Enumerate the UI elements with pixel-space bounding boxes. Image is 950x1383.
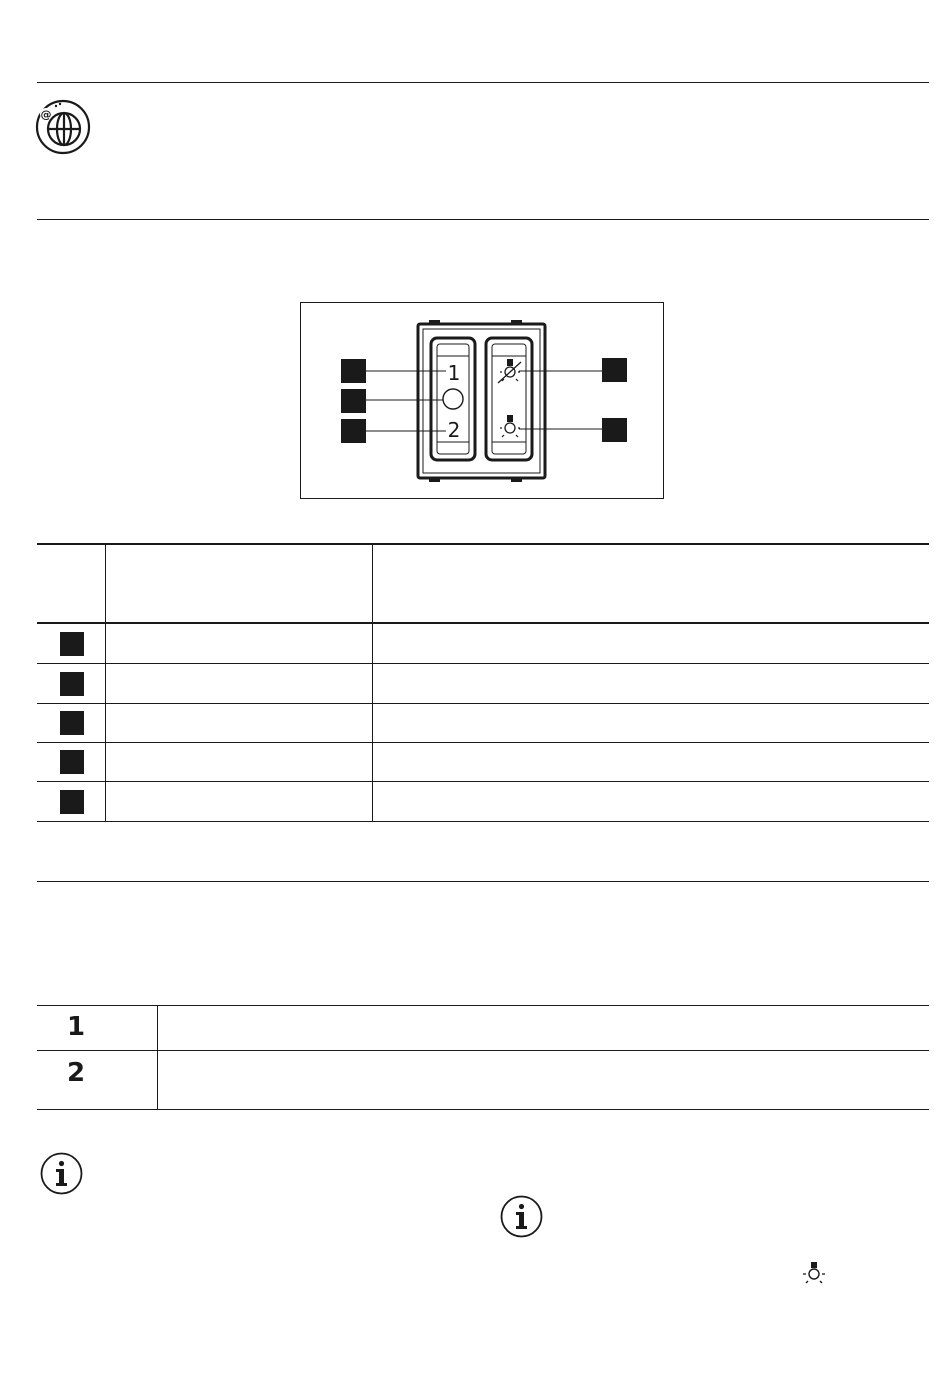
globe-at-icon	[34, 98, 92, 156]
callout-marker	[341, 359, 366, 383]
table-row-marker	[60, 750, 84, 774]
table-row-marker	[60, 790, 84, 814]
info-icon	[500, 1195, 543, 1238]
table-row-marker	[60, 711, 84, 735]
divider-section-2	[37, 881, 929, 882]
table-row-marker	[60, 672, 84, 696]
divider-section	[37, 219, 929, 220]
callout-marker	[341, 389, 366, 413]
left-switch-label-2: 2	[447, 418, 461, 442]
speed-number-2: 2	[66, 1058, 86, 1088]
speed-number-1: 1	[66, 1012, 86, 1042]
svg-text:@: @	[40, 108, 52, 121]
divider-top	[37, 82, 929, 83]
info-icon	[40, 1152, 83, 1195]
callout-marker	[341, 419, 366, 443]
left-switch-label-1: 1	[447, 361, 461, 385]
light-bulb-icon	[800, 1260, 828, 1288]
callout-marker	[602, 358, 627, 382]
table-row-marker	[60, 632, 84, 656]
callout-marker	[602, 418, 627, 442]
control-panel-figure	[300, 302, 664, 499]
